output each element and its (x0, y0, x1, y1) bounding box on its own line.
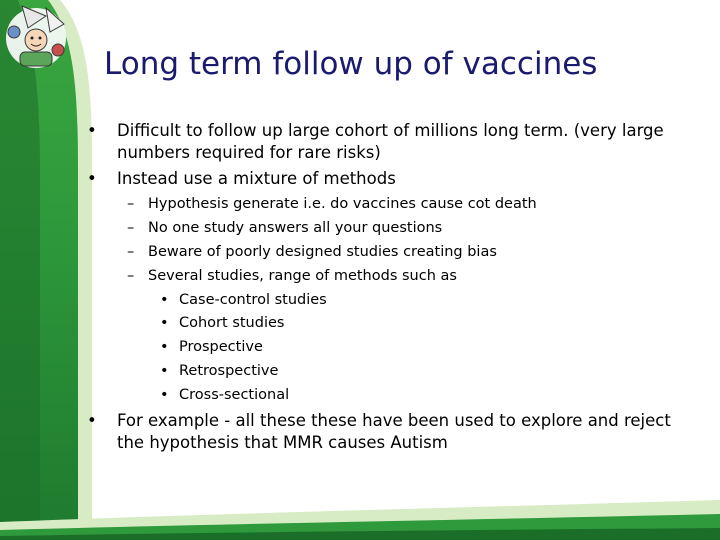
dash-icon: – (127, 220, 135, 236)
dash-icon: – (127, 268, 135, 284)
bullet-dot-icon: • (160, 387, 169, 403)
bullet-item (87, 410, 677, 454)
left-decorative-band (0, 0, 92, 540)
bullet-text: For example - all these these have been used to explore and reject the hypothesis that MMR causes Autism (117, 411, 671, 452)
bullet-dot-icon: • (87, 121, 97, 140)
bullet-item (87, 168, 677, 190)
bullet-text: Difficult to follow up large cohort of millions long term. (very large numbers required for rare risks) (117, 121, 664, 162)
method-item (160, 313, 560, 333)
sub-bullet-item (127, 218, 647, 238)
bottom-decorative-band (0, 500, 720, 540)
sub-bullet-text: Hypothesis generate i.e. do vaccines cause cot death (148, 196, 537, 212)
bullet-dot-icon: • (160, 339, 169, 355)
method-item (160, 337, 560, 357)
bullet-dot-icon: • (87, 411, 97, 430)
method-item (160, 385, 560, 405)
bullet-dot-icon: • (160, 315, 169, 331)
dash-icon: – (127, 244, 135, 260)
sub-bullet-text: Beware of poorly designed studies creating bias (148, 244, 497, 260)
method-text: Prospective (179, 339, 263, 355)
bullet-dot-icon: • (160, 292, 169, 308)
bullet-item (87, 120, 677, 164)
bullet-dot-icon: • (160, 363, 169, 379)
bullet-dot-icon: • (87, 169, 97, 188)
method-text: Retrospective (179, 363, 279, 379)
sub-bullet-item (127, 194, 647, 214)
sub-bullet-text: Several studies, range of methods such as (148, 268, 457, 284)
method-item (160, 290, 560, 310)
dash-icon: – (127, 196, 135, 212)
method-text: Case-control studies (179, 292, 327, 308)
bullet-text: Instead use a mixture of methods (117, 169, 396, 188)
method-text: Cohort studies (179, 315, 285, 331)
sub-bullet-text: No one study answers all your questions (148, 220, 443, 236)
slide-title: Long term follow up of vaccines (104, 46, 598, 82)
method-item (160, 361, 560, 381)
method-text: Cross-sectional (179, 387, 290, 403)
mascot-logo-icon (2, 2, 70, 72)
sub-bullet-item (127, 266, 647, 286)
sub-bullet-item (127, 242, 647, 262)
